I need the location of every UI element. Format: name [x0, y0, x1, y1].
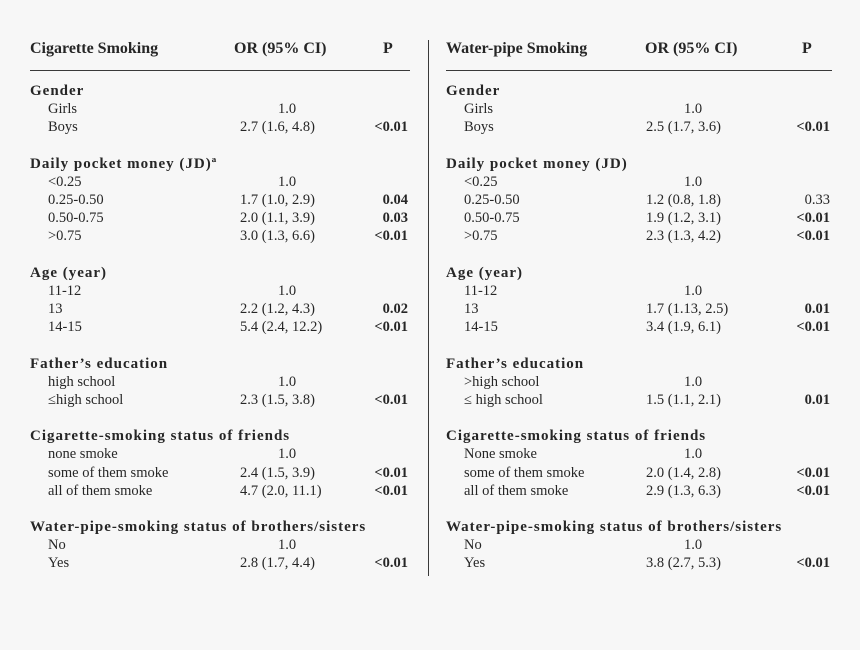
- row-label: 14-15: [48, 319, 82, 336]
- p-value: <0.01: [374, 555, 408, 572]
- row-label: some of them smoke: [464, 464, 585, 481]
- factor-header: Water-pipe Smoking: [446, 40, 588, 57]
- table-row: [446, 227, 832, 245]
- odds-ratio: 2.2 (1.2, 4.3): [240, 301, 315, 318]
- p-value: <0.01: [796, 210, 830, 227]
- table-row: [30, 445, 410, 463]
- row-label: 11-12: [464, 282, 498, 299]
- row-label: >0.75: [464, 228, 498, 245]
- table-row: [30, 536, 410, 554]
- table-row: [30, 464, 410, 482]
- p-value: <0.01: [796, 464, 830, 481]
- header-rule: [30, 70, 410, 71]
- table-row: [446, 318, 832, 336]
- section-title: Cigarette-smoking status of friends: [30, 428, 291, 445]
- p-value: 0.01: [804, 301, 830, 318]
- p-value: <0.01: [796, 119, 830, 136]
- section-title: Age (year): [446, 264, 524, 281]
- odds-ratio: 2.0 (1.4, 2.8): [646, 464, 721, 481]
- p-value: <0.01: [374, 482, 408, 499]
- odds-ratio: 1.0: [278, 282, 297, 299]
- factor-header: Cigarette Smoking: [30, 40, 159, 57]
- section: [30, 355, 410, 410]
- p-header: P: [383, 40, 393, 57]
- row-label: some of them smoke: [48, 464, 169, 481]
- row-label: 0.50-0.75: [48, 210, 104, 227]
- odds-ratio: 2.5 (1.7, 3.6): [646, 119, 721, 136]
- odds-ratio: 4.7 (2.0, 11.1): [240, 482, 322, 499]
- table-row: [30, 373, 410, 391]
- table-row: [30, 318, 410, 336]
- table-row: [446, 282, 832, 300]
- table-row: [30, 227, 410, 245]
- p-value: 0.03: [382, 210, 408, 227]
- odds-ratio: 1.0: [684, 173, 703, 190]
- odds-ratio: 1.0: [278, 101, 297, 117]
- water-pipe-body: [446, 82, 832, 591]
- section: [446, 355, 832, 410]
- odds-ratio: 1.2 (0.8, 1.8): [646, 191, 721, 208]
- section: [30, 264, 410, 337]
- row-label: 11-12: [48, 282, 82, 299]
- row-label: None smoke: [464, 446, 537, 463]
- section: [446, 264, 832, 337]
- odds-ratio: 3.8 (2.7, 5.3): [646, 555, 721, 572]
- odds-ratio: 1.0: [278, 446, 297, 463]
- water-pipe-header: [446, 40, 832, 64]
- p-value: <0.01: [374, 391, 408, 408]
- p-header: P: [802, 40, 812, 57]
- row-label: all of them smoke: [48, 482, 153, 499]
- row-label: none smoke: [48, 446, 118, 463]
- odds-ratio: 1.7 (1.0, 2.9): [240, 191, 315, 208]
- odds-ratio: 1.0: [278, 373, 297, 390]
- table-row: [446, 554, 832, 572]
- section: [30, 518, 410, 573]
- odds-ratio: 3.0 (1.3, 6.6): [240, 228, 315, 245]
- row-label: 0.25-0.50: [464, 191, 520, 208]
- p-value: <0.01: [796, 482, 830, 499]
- row-label: 13: [464, 301, 479, 318]
- header-rule: [446, 70, 832, 71]
- row-label: No: [464, 537, 482, 554]
- table-row: [446, 191, 832, 209]
- p-value: 0.04: [382, 191, 408, 208]
- section: [446, 155, 832, 246]
- table-row: [446, 173, 832, 191]
- row-label: 13: [48, 301, 63, 318]
- odds-ratio: 2.7 (1.6, 4.8): [240, 119, 315, 136]
- row-label: >0.75: [48, 228, 82, 245]
- odds-ratio: 2.8 (1.7, 4.4): [240, 555, 315, 572]
- odds-ratio: 2.3 (1.3, 4.2): [646, 228, 721, 245]
- or-header: OR (95% CI): [234, 40, 327, 57]
- odds-ratio: 1.0: [684, 446, 703, 463]
- table-row: [446, 300, 832, 318]
- table-row: [446, 118, 832, 136]
- p-value: <0.01: [796, 319, 830, 336]
- table-row: [30, 191, 410, 209]
- odds-ratio: 3.4 (1.9, 6.1): [646, 319, 721, 336]
- p-value: 0.01: [804, 391, 830, 408]
- row-label: Yes: [48, 555, 70, 572]
- p-value: 0.02: [382, 301, 408, 318]
- section-title: Father’s education: [30, 355, 169, 372]
- table-row: [30, 554, 410, 572]
- p-value: <0.01: [374, 319, 408, 336]
- cigarette-panel: [30, 40, 410, 572]
- section-title: Cigarette-smoking status of friends: [446, 428, 707, 445]
- row-label: No: [48, 537, 66, 554]
- section: [30, 82, 410, 137]
- row-label: ≤high school: [48, 391, 124, 408]
- row-label: <0.25: [48, 173, 82, 190]
- odds-ratio: 2.4 (1.5, 3.9): [240, 464, 315, 481]
- row-label: Boys: [48, 119, 78, 136]
- odds-ratio: 1.5 (1.1, 2.1): [646, 391, 721, 408]
- cigarette-header: [30, 40, 410, 64]
- odds-ratio: 1.9 (1.2, 3.1): [646, 210, 721, 227]
- row-label: Girls: [48, 101, 77, 117]
- table-row: [446, 445, 832, 463]
- row-label: Girls: [464, 101, 493, 117]
- section: [446, 427, 832, 500]
- table-row: [30, 173, 410, 191]
- section: [446, 518, 832, 573]
- odds-ratio: 2.3 (1.5, 3.8): [240, 391, 315, 408]
- table-row: [446, 391, 832, 409]
- table-row: [30, 482, 410, 500]
- section: [30, 427, 410, 500]
- row-label: Boys: [464, 119, 494, 136]
- p-value: <0.01: [374, 228, 408, 245]
- table-row: [446, 209, 832, 227]
- water-pipe-panel: [446, 40, 832, 572]
- odds-ratio: 1.7 (1.13, 2.5): [646, 301, 729, 318]
- table-row: [446, 100, 832, 118]
- odds-ratio: 1.0: [278, 537, 297, 554]
- table-row: [30, 118, 410, 136]
- section-title: Gender: [446, 83, 501, 99]
- table-row: [446, 482, 832, 500]
- table-row: [446, 536, 832, 554]
- cigarette-body: [30, 82, 410, 591]
- section-title: Gender: [30, 83, 85, 99]
- p-value: <0.01: [796, 555, 830, 572]
- p-value: 0.33: [804, 191, 830, 208]
- table-row: [30, 391, 410, 409]
- row-label: ≤ high school: [464, 391, 543, 408]
- section-title: Age (year): [30, 264, 108, 281]
- table-row: [30, 282, 410, 300]
- odds-ratio: 2.9 (1.3, 6.3): [646, 482, 721, 499]
- section-title: Water-pipe-smoking status of brothers/sisters: [446, 519, 783, 536]
- odds-ratio: 1.0: [684, 373, 703, 390]
- odds-ratio: 1.0: [684, 537, 703, 554]
- odds-ratio: 1.0: [684, 282, 703, 299]
- row-label: 0.25-0.50: [48, 191, 104, 208]
- row-label: <0.25: [464, 173, 498, 190]
- p-value: <0.01: [796, 228, 830, 245]
- p-value: <0.01: [374, 464, 408, 481]
- table-row: [446, 464, 832, 482]
- section-title: Daily pocket money (JD)ª: [30, 155, 218, 172]
- or-header: OR (95% CI): [645, 40, 738, 57]
- column-divider: [428, 40, 429, 576]
- row-label: 0.50-0.75: [464, 210, 520, 227]
- section-title: Daily pocket money (JD): [446, 155, 628, 172]
- odds-ratio: 2.0 (1.1, 3.9): [240, 210, 315, 227]
- p-value: <0.01: [374, 119, 408, 136]
- row-label: 14-15: [464, 319, 498, 336]
- section: [30, 155, 410, 246]
- section: [446, 82, 832, 137]
- table-row: [30, 209, 410, 227]
- section-title: Father’s education: [446, 355, 585, 372]
- row-label: Yes: [464, 555, 486, 572]
- section-title: Water-pipe-smoking status of brothers/sisters: [30, 519, 367, 536]
- odds-ratio: 1.0: [278, 173, 297, 190]
- table-row: [30, 300, 410, 318]
- row-label: all of them smoke: [464, 482, 569, 499]
- table-row: [446, 373, 832, 391]
- odds-ratio: 1.0: [684, 101, 703, 117]
- row-label: >high school: [464, 373, 540, 390]
- table-row: [30, 100, 410, 118]
- odds-ratio: 5.4 (2.4, 12.2): [240, 319, 323, 336]
- row-label: high school: [48, 373, 116, 390]
